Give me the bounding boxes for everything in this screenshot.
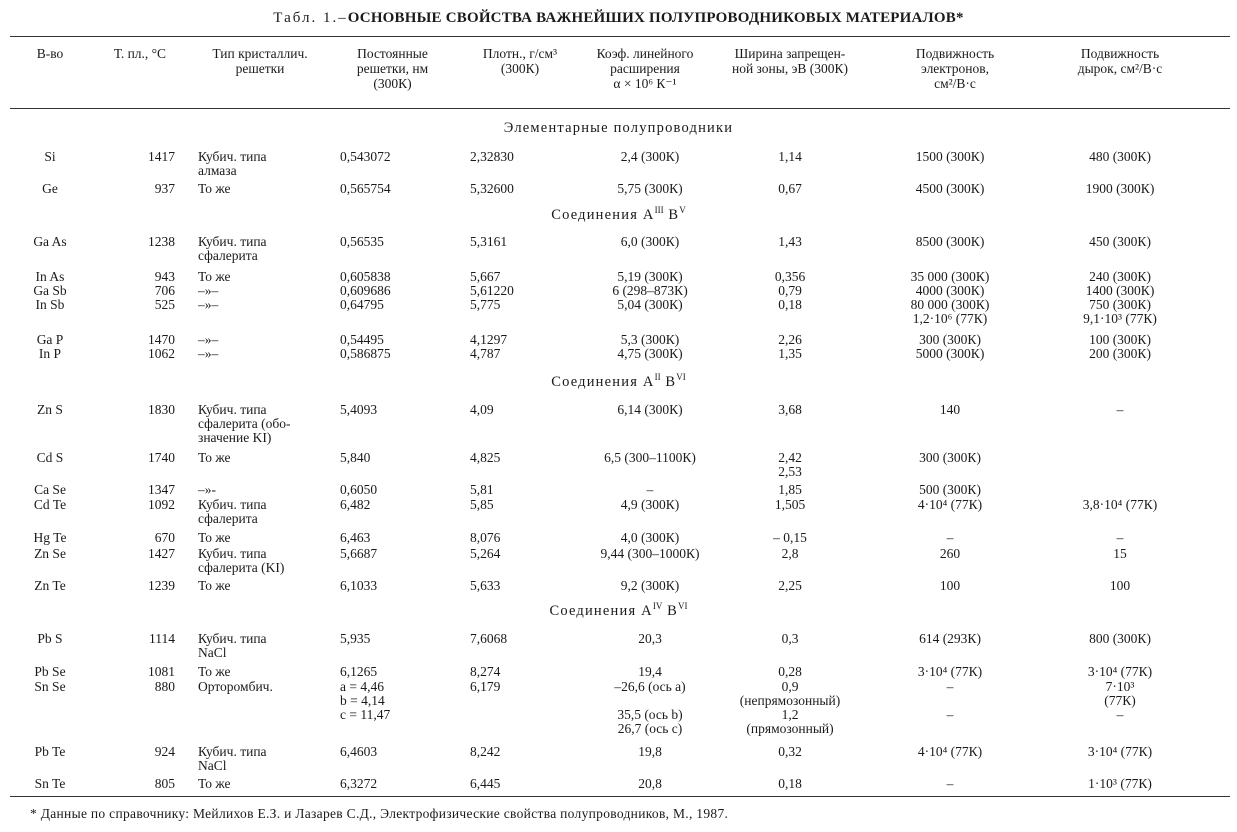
cell-coef: 20,8 <box>638 776 662 791</box>
cell-lattice: То же <box>198 269 231 284</box>
cell-name: Sn Te <box>34 776 66 791</box>
cell-lattice: –»– <box>198 297 219 312</box>
cell-const: 0,543072 <box>340 149 391 164</box>
cell-mu-e: – – <box>946 679 954 722</box>
cell-gap: 1,505 <box>774 497 806 512</box>
header-rule <box>10 108 1230 109</box>
cell-name: Ca Se <box>34 482 66 497</box>
cell-gap: 0,28 <box>778 664 802 679</box>
cell-lattice: То же <box>198 450 231 465</box>
caption-lead: Табл. 1.– <box>273 10 348 26</box>
cell-mu-e: 614 (293К) <box>919 631 981 646</box>
column-header: Подвижность электронов, см²/В·с <box>915 46 995 91</box>
group-heading-text: Соединения A <box>551 206 655 223</box>
cell-mu-e: 1500 (300К) <box>915 149 985 164</box>
cell-gap: 0,32 <box>778 744 802 759</box>
cell-const: 5,935 <box>340 631 371 646</box>
column-header: Коэф. линейного расширения α × 10⁶ К⁻¹ <box>596 46 694 91</box>
column-header: Плотн., г/см³ (300К) <box>482 46 558 76</box>
column-header: Ширина запрещен- ной зоны, эВ (300К) <box>731 46 849 76</box>
cell-mu-e: 80 000 (300К) 1,2·10⁶ (77К) <box>910 297 990 326</box>
group-heading-text: Соединения A <box>549 602 653 619</box>
cell-tm: 805 <box>154 776 175 791</box>
cell-mu-e: 4500 (300К) <box>915 181 985 196</box>
cell-name: Cd Te <box>33 497 67 512</box>
cell-gap: 2,26 <box>778 332 802 347</box>
cell-mu-h: 1400 (300К) <box>1085 283 1155 298</box>
cell-tm: 1417 <box>148 149 175 164</box>
cell-mu-e: 4·10⁴ (77К) <box>917 497 983 512</box>
caption-title: ОСНОВНЫЕ СВОЙСТВА ВАЖНЕЙШИХ ПОЛУПРОВОДНИКОВЫХ МАТЕРИАЛОВ <box>347 10 956 26</box>
cell-tm: 525 <box>154 297 175 312</box>
cell-gap: 0,79 <box>778 283 802 298</box>
cell-const: 6,4603 <box>340 744 378 759</box>
group-heading <box>0 601 1237 620</box>
cell-coef: 4,75 (300К) <box>617 346 683 361</box>
cell-dens: 6,179 <box>470 679 501 694</box>
cell-mu-h: 15 <box>1113 546 1127 561</box>
table-caption <box>0 10 1237 27</box>
cell-mu-e: 5000 (300К) <box>915 346 985 361</box>
cell-name: In P <box>38 346 62 361</box>
cell-coef: –26,6 (ось a) 35,5 (ось b) 26,7 (ось c) <box>614 679 686 736</box>
cell-name: Pb S <box>37 631 63 646</box>
cell-lattice: То же <box>198 578 231 593</box>
cell-lattice: То же <box>198 530 231 545</box>
cell-mu-h: 450 (300К) <box>1089 234 1151 249</box>
cell-coef: 4,0 (300К) <box>620 530 680 545</box>
cell-dens: 4,787 <box>470 346 501 361</box>
cell-name: Si <box>44 149 56 164</box>
column-header: Постоянные решетки, нм (300К) <box>356 46 429 91</box>
column-header: Подвижность дырок, см²/В·с <box>1077 46 1163 76</box>
cell-mu-h: 1·10³ (77К) <box>1088 776 1152 791</box>
cell-tm: 670 <box>154 530 175 545</box>
cell-coef: 5,19 (300К) <box>617 269 683 284</box>
cell-gap: 1,85 <box>778 482 802 497</box>
cell-mu-e: 8500 (300К) <box>915 234 985 249</box>
cell-coef: 9,44 (300–1000К) <box>600 546 700 561</box>
cell-dens: 8,076 <box>470 530 501 545</box>
top-rule <box>10 36 1230 37</box>
cell-coef: 6,0 (300К) <box>620 234 680 249</box>
cell-coef: 6,14 (300К) <box>617 402 683 417</box>
cell-const: 0,6050 <box>340 482 378 497</box>
cell-tm: 1740 <box>148 450 175 465</box>
cell-const: a = 4,46 b = 4,14 c = 11,47 <box>340 679 391 722</box>
cell-mu-h: 200 (300К) <box>1089 346 1151 361</box>
cell-coef: 6,5 (300–1100К) <box>604 450 696 465</box>
cell-lattice: –»– <box>198 332 219 347</box>
cell-const: 0,586875 <box>340 346 391 361</box>
cell-lattice: То же <box>198 776 231 791</box>
column-header: Тип кристаллич. решетки <box>212 46 308 76</box>
bottom-rule <box>10 796 1230 797</box>
cell-mu-h: 3·10⁴ (77К) <box>1087 664 1153 679</box>
cell-mu-h: – <box>1116 402 1124 417</box>
cell-gap: 0,9 (непрямозонный) 1,2 (прямозонный) <box>739 679 841 736</box>
footnote: * Данные по справочнику: Мейлихов Е.З. и Лазарев С.Д., Электрофизические свойства полупроводников, М., 1987. <box>30 806 729 821</box>
cell-name: Ga As <box>33 234 67 249</box>
cell-const: 0,54495 <box>340 332 384 347</box>
cell-tm: 1239 <box>148 578 175 593</box>
cell-tm: 1238 <box>148 234 175 249</box>
cell-dens: 7,6068 <box>470 631 508 646</box>
cell-const: 0,64795 <box>340 297 384 312</box>
cell-tm: 1092 <box>148 497 175 512</box>
group-heading-element: B <box>662 602 679 619</box>
cell-tm: 1427 <box>148 546 175 561</box>
cell-gap: 2,25 <box>778 578 802 593</box>
group-heading <box>0 372 1237 391</box>
cell-mu-e: 35 000 (300К) <box>910 269 990 284</box>
cell-lattice: Орторомбич. <box>198 679 273 694</box>
cell-dens: 5,81 <box>470 482 494 497</box>
group-superscript: IV <box>652 601 663 611</box>
cell-name: In As <box>35 269 65 284</box>
cell-dens: 5,3161 <box>470 234 508 249</box>
cell-name: Cd S <box>36 450 64 465</box>
group-heading-text: Соединения A <box>551 373 655 390</box>
cell-const: 0,605838 <box>340 269 391 284</box>
cell-const: 0,56535 <box>340 234 384 249</box>
cell-gap: 0,356 <box>774 269 806 284</box>
cell-gap: 2,42 2,53 <box>778 450 802 479</box>
cell-coef: 2,4 (300К) <box>620 149 680 164</box>
cell-coef: 5,04 (300К) <box>617 297 683 312</box>
cell-dens: 5,667 <box>470 269 501 284</box>
cell-lattice: Кубич. типа алмаза <box>198 149 267 178</box>
group-superscript: VI <box>678 601 688 611</box>
cell-mu-e: 4000 (300К) <box>915 283 985 298</box>
cell-tm: 1830 <box>148 402 175 417</box>
cell-gap: – 0,15 <box>773 530 807 545</box>
cell-coef: 19,8 <box>638 744 662 759</box>
cell-const: 6,3272 <box>340 776 378 791</box>
cell-gap: 1,43 <box>778 234 802 249</box>
cell-const: 6,1265 <box>340 664 378 679</box>
cell-mu-h: 3·10⁴ (77К) <box>1087 744 1153 759</box>
cell-const: 6,482 <box>340 497 371 512</box>
cell-dens: 5,633 <box>470 578 501 593</box>
cell-coef: 6 (298–873К) <box>612 283 688 298</box>
cell-mu-h: 800 (300К) <box>1089 631 1151 646</box>
cell-tm: 1081 <box>148 664 175 679</box>
cell-name: Zn Te <box>34 578 66 593</box>
cell-lattice: Кубич. типа NaCl <box>198 631 267 660</box>
cell-name: Ge <box>42 181 58 196</box>
cell-tm: 937 <box>154 181 175 196</box>
cell-const: 5,4093 <box>340 402 378 417</box>
cell-tm: 924 <box>154 744 175 759</box>
cell-const: 0,565754 <box>340 181 391 196</box>
cell-mu-h: 7·10³ (77К) – <box>1104 679 1136 722</box>
cell-name: Ga Sb <box>33 283 67 298</box>
cell-mu-h: 3,8·10⁴ (77К) <box>1082 497 1158 512</box>
cell-tm: 1470 <box>148 332 175 347</box>
cell-const: 5,6687 <box>340 546 378 561</box>
cell-lattice: То же <box>198 181 231 196</box>
cell-dens: 4,09 <box>470 402 494 417</box>
cell-coef: 4,9 (300К) <box>620 497 680 512</box>
group-heading-element: B <box>663 206 680 223</box>
cell-tm: 943 <box>154 269 175 284</box>
cell-gap: 0,18 <box>778 776 802 791</box>
cell-lattice: Кубич. типа сфалерита <box>198 497 267 526</box>
cell-gap: 2,8 <box>781 546 799 561</box>
cell-dens: 8,274 <box>470 664 501 679</box>
cell-dens: 5,264 <box>470 546 501 561</box>
cell-tm: 1114 <box>149 631 175 646</box>
cell-mu-e: – <box>946 776 954 791</box>
cell-tm: 706 <box>154 283 175 298</box>
cell-mu-e: 4·10⁴ (77К) <box>917 744 983 759</box>
cell-coef: 5,3 (300К) <box>620 332 680 347</box>
group-superscript: III <box>654 205 664 215</box>
cell-tm: 880 <box>154 679 175 694</box>
cell-mu-h: 480 (300К) <box>1089 149 1151 164</box>
group-heading-element: B <box>660 373 677 390</box>
cell-lattice: Кубич. типа сфалерита (обо- значение KI) <box>198 402 291 445</box>
cell-tm: 1062 <box>148 346 175 361</box>
cell-dens: 5,61220 <box>470 283 514 298</box>
cell-name: Pb Se <box>34 664 66 679</box>
cell-name: Zn S <box>37 402 63 417</box>
cell-mu-e: 260 <box>939 546 961 561</box>
column-header: Т. пл., °С <box>113 46 167 61</box>
cell-coef: 5,75 (300К) <box>617 181 683 196</box>
cell-mu-h: – <box>1116 530 1124 545</box>
cell-mu-e: 300 (300К) <box>919 332 981 347</box>
cell-lattice: Кубич. типа сфалерита <box>198 234 267 263</box>
cell-gap: 3,68 <box>778 402 802 417</box>
group-heading-text: Элементарные полупроводники <box>503 120 734 136</box>
cell-dens: 2,32830 <box>470 149 514 164</box>
cell-gap: 1,14 <box>778 149 802 164</box>
group-superscript: II <box>654 372 661 382</box>
cell-lattice: Кубич. типа NaCl <box>198 744 267 773</box>
cell-mu-h: 100 <box>1109 578 1131 593</box>
cell-name: Ga P <box>36 332 64 347</box>
cell-dens: 5,85 <box>470 497 494 512</box>
caption-mark: * <box>956 10 964 26</box>
cell-name: In Sb <box>35 297 65 312</box>
cell-gap: 0,3 <box>781 631 799 646</box>
cell-mu-h: 750 (300К) 9,1·10³ (77К) <box>1083 297 1157 326</box>
cell-coef: 20,3 <box>638 631 662 646</box>
cell-lattice: То же <box>198 664 231 679</box>
cell-dens: 4,1297 <box>470 332 508 347</box>
cell-mu-e: – <box>946 530 954 545</box>
cell-const: 0,609686 <box>340 283 391 298</box>
cell-mu-h: 100 (300К) <box>1089 332 1151 347</box>
cell-gap: 0,18 <box>778 297 802 312</box>
cell-const: 5,840 <box>340 450 371 465</box>
cell-dens: 5,32600 <box>470 181 514 196</box>
cell-mu-e: 500 (300К) <box>919 482 981 497</box>
group-superscript: V <box>679 205 686 215</box>
cell-dens: 8,242 <box>470 744 501 759</box>
cell-dens: 6,445 <box>470 776 501 791</box>
cell-mu-h: 1900 (300К) <box>1085 181 1155 196</box>
cell-mu-e: 3·10⁴ (77К) <box>917 664 983 679</box>
cell-mu-e: 140 <box>939 402 961 417</box>
cell-lattice: –»– <box>198 283 219 298</box>
cell-coef: – <box>646 482 654 497</box>
cell-mu-h: 240 (300К) <box>1089 269 1151 284</box>
group-heading <box>0 120 1237 137</box>
cell-gap: 1,35 <box>778 346 802 361</box>
cell-lattice: –»- <box>198 482 216 497</box>
cell-gap: 0,67 <box>778 181 802 196</box>
cell-lattice: Кубич. типа сфалерита (KI) <box>198 546 285 575</box>
cell-name: Hg Te <box>33 530 67 545</box>
cell-mu-e: 300 (300К) <box>919 450 981 465</box>
group-heading <box>0 205 1237 224</box>
cell-name: Sn Se <box>34 679 66 694</box>
column-header: В-во <box>36 46 64 61</box>
cell-coef: 9,2 (300К) <box>620 578 680 593</box>
cell-const: 6,1033 <box>340 578 378 593</box>
cell-dens: 4,825 <box>470 450 501 465</box>
group-superscript: VI <box>676 372 686 382</box>
cell-dens: 5,775 <box>470 297 501 312</box>
cell-const: 6,463 <box>340 530 371 545</box>
cell-coef: 19,4 <box>638 664 662 679</box>
cell-tm: 1347 <box>148 482 175 497</box>
cell-name: Zn Se <box>34 546 66 561</box>
cell-mu-e: 100 <box>939 578 961 593</box>
cell-name: Pb Te <box>34 744 66 759</box>
cell-lattice: –»– <box>198 346 219 361</box>
